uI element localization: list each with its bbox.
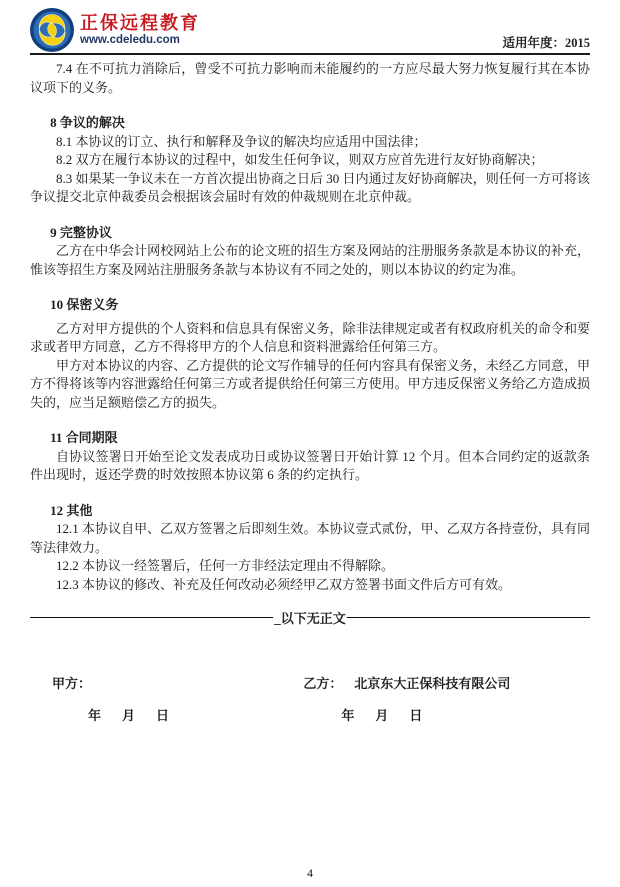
party-b-name: 北京东大正保科技有限公司 bbox=[354, 676, 511, 691]
paragraph: 8.1 本协议的订立、执行和解释及争议的解决均应适用中国法律； bbox=[56, 133, 427, 149]
party-b-label: 乙方： bbox=[303, 676, 343, 691]
paragraph: 自协议签署日开始至论文发表成功日或协议签署日开始计算 12 个月。但本合同约定的返款条件出现时，返还学费的时效按照本协议第 6 条的约定执行。 bbox=[30, 448, 590, 482]
divider-line-left bbox=[30, 617, 273, 618]
signature-dates-row bbox=[30, 705, 590, 724]
brand-url: www.cdeledu.com bbox=[80, 34, 180, 47]
document-header bbox=[30, 0, 590, 55]
signature-block bbox=[30, 673, 590, 724]
paragraph: 7.4 在不可抗力消除后，曾受不可抗力影响而未能履约的一方应尽最大努力恢复履行其在本协议项下的义务。 bbox=[30, 61, 590, 95]
party-a-date-line: 年 月 日 bbox=[88, 708, 174, 723]
section-heading: 9 完整协议 bbox=[50, 224, 112, 240]
section-heading: 10 保密义务 bbox=[50, 297, 119, 312]
brand-logo bbox=[30, 8, 200, 52]
paragraph: 乙方在中华会计网校网站上公布的论文班的招生方案及网站的注册服务条款是本协议的补充，惟该等招生方案及网站注册服务条款与本协议有不同之处的，则以本协议的约定为准。 bbox=[30, 243, 590, 277]
divider-text: _以下无正文 bbox=[274, 611, 346, 626]
party-b bbox=[276, 673, 590, 692]
paragraph: 12.3 本协议的修改、补充及任何改动必须经甲乙双方签署书面文件后方可有效。 bbox=[56, 576, 512, 592]
applicable-year-label: 适用年度：2015 bbox=[502, 36, 590, 50]
section-heading: 11 合同期限 bbox=[50, 430, 118, 445]
paragraph: 12.2 本协议一经签署后，任何一方非经法定理由不得解除。 bbox=[56, 558, 395, 573]
paragraph: 8.2 双方在履行本协议的过程中，如发生任何争议，则双方应首先进行友好协商解决； bbox=[56, 152, 544, 167]
end-of-text-divider bbox=[30, 608, 590, 627]
party-b-date-line: 年 月 日 bbox=[341, 708, 427, 723]
paragraph: 8.3 如果某一争议未在一方首次提出协商之日后 30 日内通过友好协商解决，则任何一方可将该争议提交北京仲裁委员会根据该会届时有效的仲裁规则在北京仲裁。 bbox=[30, 170, 590, 204]
section-heading: 12 其他 bbox=[50, 502, 93, 518]
swirl-logo-icon bbox=[30, 8, 74, 52]
paragraph: 乙方对甲方提供的个人资料和信息具有保密义务，除非法律规定或者有权政府机关的命令和要求或者甲方同意，乙方不得将甲方的个人信息和资料泄露给任何第三方。 bbox=[30, 320, 590, 354]
divider-line-right bbox=[347, 617, 590, 618]
page-number: 4 bbox=[307, 866, 313, 880]
paragraph: 甲方对本协议的内容、乙方提供的论文写作辅导的任何内容具有保密义务，未经乙方同意，甲方不得将该等内容泄露给任何第三方或者提供给任何第三方使用。甲方违反保密义务给乙方造成损失的，应当足额赔偿乙方的损失。 bbox=[30, 357, 590, 410]
paragraph: 12.1 本协议自甲、乙双方签署之后即刻生效。本协议壹式贰份，甲、乙双方各持壹份，具有同等法律效力。 bbox=[30, 521, 590, 555]
brand-text bbox=[80, 14, 200, 47]
party-a-label: 甲方： bbox=[52, 676, 92, 691]
brand-name: 正保远程教育 bbox=[80, 12, 200, 33]
section-heading: 8 争议的解决 bbox=[50, 115, 125, 130]
signature-labels-row bbox=[30, 673, 590, 692]
document-body bbox=[30, 55, 590, 594]
